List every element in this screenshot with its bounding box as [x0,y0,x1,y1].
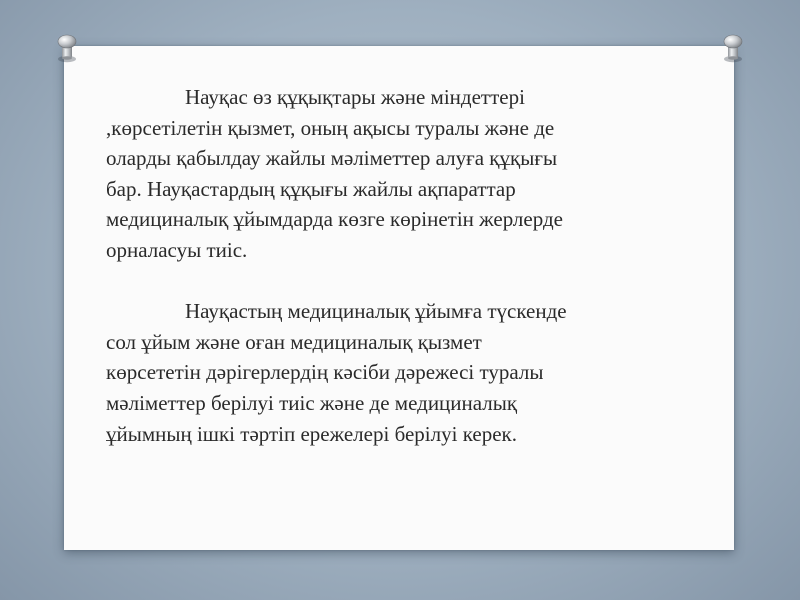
paragraph-line: Науқас өз құқықтары және міндеттері [185,85,525,109]
paragraph-line: мәліметтер берілуі тиіс және де медициналық [106,390,518,415]
paragraph-line: ұйымның ішкі тәртіп ережелері берілуі керек. [106,421,517,446]
paragraph-spacer [106,266,658,297]
paragraph-line: бар. Науқастардың құқығы жайлы ақпараттар [106,176,516,201]
paragraph-admission-info [106,296,658,449]
slide-card [64,46,734,550]
paragraph-line: оларды қабылдау жайлы мәліметтер алуға құқығы [106,146,558,171]
pushpin-icon [720,33,746,63]
pushpin-icon [54,33,80,63]
paragraph-line: көрсететін дәрігерлердің кәсіби дәрежесі туралы [106,360,544,385]
slide-text [106,82,658,449]
paragraph-line: орналасуы тиіс. [106,237,248,262]
paragraph-line: сол ұйым және оған медициналық қызмет [106,329,482,354]
paragraph-patient-rights [106,82,658,266]
paragraph-line: медициналық ұйымдарда көзге көрінетін жерлерде [106,207,563,232]
paragraph-line: ,көрсетілетін қызмет, оның ақысы туралы және де [106,115,555,140]
paragraph-line: Науқастың медициналық ұйымға түскенде [185,299,567,324]
